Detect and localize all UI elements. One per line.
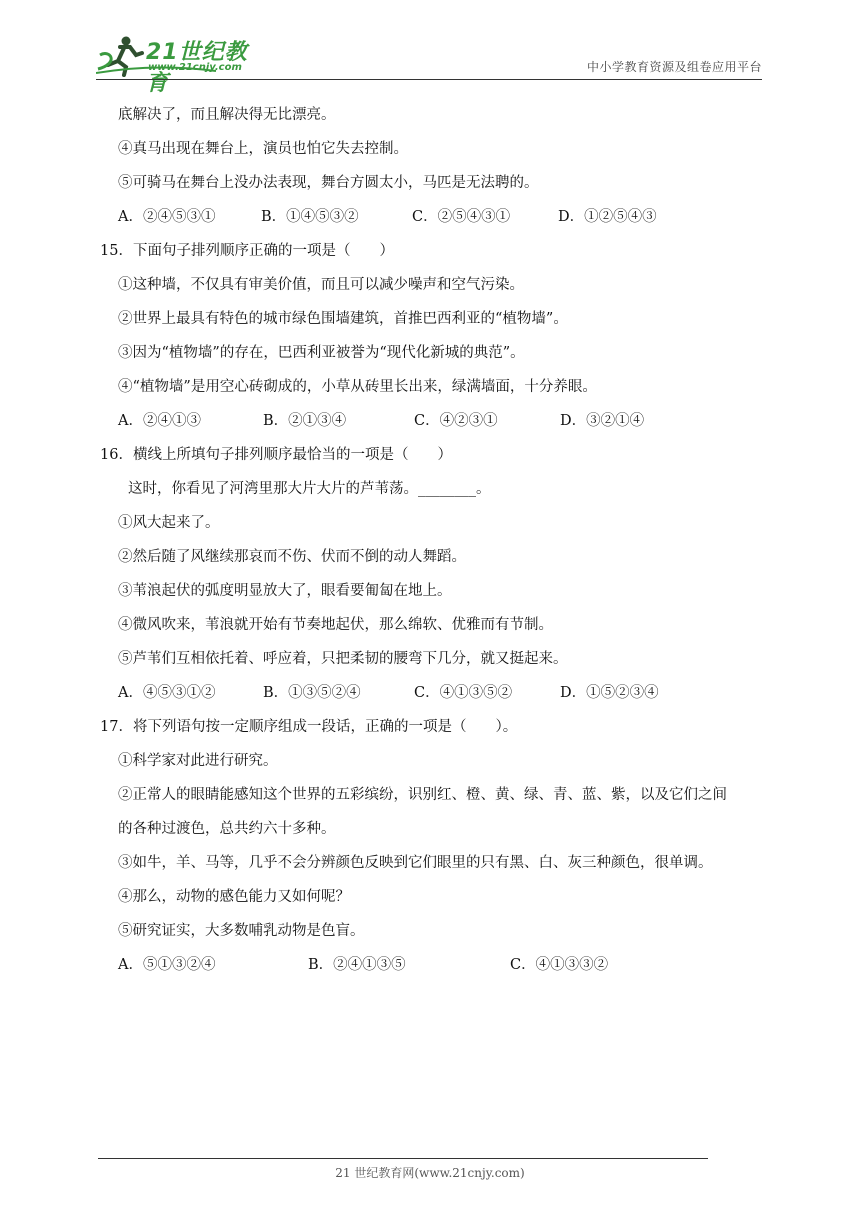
q16-option-d[interactable]: D．①⑤②③④ (560, 685, 659, 701)
q16-option-b[interactable]: B．①③⑤②④ (263, 685, 361, 701)
q17-line-5: ④那么，动物的感色能力又如何呢？ (118, 889, 350, 905)
q16-options (100, 676, 768, 710)
q17-option-c[interactable]: C．④①③③② (510, 957, 609, 973)
q14-option-d[interactable]: D．①②⑤④③ (558, 209, 657, 225)
q15-option-d[interactable]: D．③②①④ (560, 413, 645, 429)
q17-line-6: ⑤研究证实，大多数哺乳动物是色盲。 (118, 923, 365, 939)
platform-text: 中小学教育资源及组卷应用平台 (586, 60, 762, 74)
q16-option-a[interactable]: A．④⑤③①② (118, 685, 216, 701)
exam-content (100, 98, 768, 982)
header-divider (96, 79, 762, 80)
q17-line-2: ②正常人的眼睛能感知这个世界的五彩缤纷，识别红、橙、黄、绿、青、蓝、紫，以及它们之间 (118, 787, 727, 803)
q16-line-4: ④微风吹来，苇浪就开始有节奏地起伏，那么绵软、优雅而有节制。 (118, 617, 553, 633)
q15-stem: 15．下面句子排列顺序正确的一项是（ ） (100, 243, 394, 259)
q17-option-a[interactable]: A．⑤①③②④ (118, 957, 216, 973)
site-logo (96, 33, 266, 96)
q14-option-a[interactable]: A．②④⑤③① (118, 209, 216, 225)
page-footer: 21 世纪教育网(www.21cnjy.com) (335, 1166, 525, 1180)
q15-line-3: ③因为“植物墙”的存在，巴西利亚被誉为“现代化新城的典范”。 (118, 345, 525, 361)
q17-line-3: 的各种过渡色，总共约六十多种。 (118, 821, 336, 837)
q14-options (100, 200, 768, 234)
q17-stem: 17．将下列语句按一定顺序组成一段话，正确的一项是（ ）。 (100, 719, 518, 735)
q15-options (100, 404, 768, 438)
q15-line-1: ①这种墙，不仅具有审美价值，而且可以减少噪声和空气污染。 (118, 277, 524, 293)
q17-line-1: ①科学家对此进行研究。 (118, 753, 278, 769)
q15-option-b[interactable]: B．②①③④ (263, 413, 347, 429)
logo-url-text: www.21cnjy.com (148, 62, 242, 73)
logo-text: 21世纪教育 (146, 40, 248, 96)
q14-option-b[interactable]: B．①④⑤③② (261, 209, 359, 225)
q16-stem: 16．横线上所填句子排列顺序最恰当的一项是（ ） (100, 447, 452, 463)
q15-line-2: ②世界上最具有特色的城市绿色围墙建筑，首推巴西利亚的“植物墙”。 (118, 311, 568, 327)
q15-option-a[interactable]: A．②④①③ (118, 413, 201, 429)
q15-option-c[interactable]: C．④②③① (414, 413, 498, 429)
q17-line-4: ③如牛，羊、马等，几乎不会分辨颜色反映到它们眼里的只有黑、白、灰三种颜色，很单调。 (118, 855, 713, 871)
footer-divider (98, 1158, 708, 1159)
q16-context: 这时，你看见了河湾里那大片大片的芦苇荡。________。 (128, 481, 491, 497)
q17-options (100, 948, 768, 982)
q14-option-c[interactable]: C．②⑤④③① (412, 209, 511, 225)
q14-line-1: 底解决了，而且解决得无比漂亮。 (118, 107, 336, 123)
q16-option-c[interactable]: C．④①③⑤② (414, 685, 513, 701)
q14-line-2: ④真马出现在舞台上，演员也怕它失去控制。 (118, 141, 408, 157)
q16-line-2: ②然后随了风继续那哀而不伤、伏而不倒的动人舞蹈。 (118, 549, 466, 565)
q16-line-5: ⑤芦苇们互相依托着、呼应着，只把柔韧的腰弯下几分，就又挺起来。 (118, 651, 568, 667)
q14-line-3: ⑤可骑马在舞台上没办法表现，舞台方圆太小，马匹是无法聘的。 (118, 175, 539, 191)
q15-line-4: ④“植物墙”是用空心砖砌成的，小草从砖里长出来，绿满墙面，十分养眼。 (118, 379, 597, 395)
page-header (96, 33, 762, 96)
q16-line-3: ③苇浪起伏的弧度明显放大了，眼看要匍匐在地上。 (118, 583, 452, 599)
q16-line-1: ①风大起来了。 (118, 515, 220, 531)
q17-option-b[interactable]: B．②④①③⑤ (308, 957, 406, 973)
